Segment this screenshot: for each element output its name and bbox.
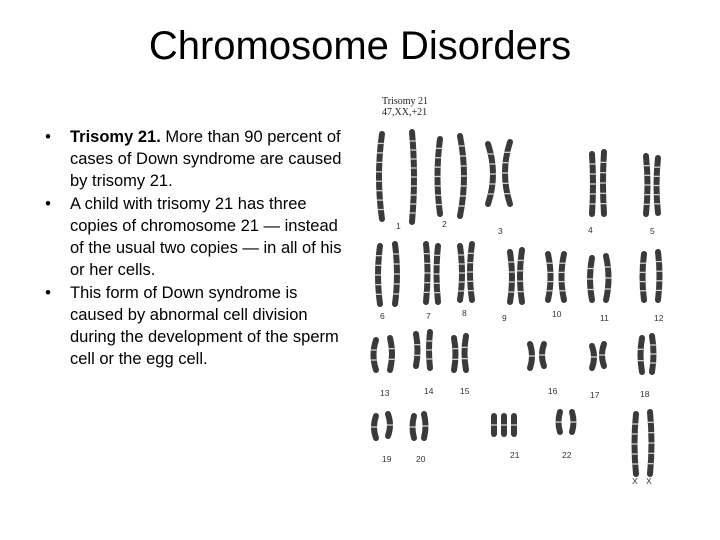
chromosome-number-label: 1 [396, 221, 401, 231]
chromosome-number-label: 18 [640, 389, 650, 399]
chromosome-shape [658, 252, 660, 300]
karyotype-caption-line2: 47,XX,+21 [382, 107, 428, 118]
chromosome-shape [520, 250, 522, 302]
chromosome-number-label: 12 [654, 313, 664, 323]
chromosome-shape [548, 254, 551, 300]
karyotype-caption-line1: Trisomy 21 [382, 96, 429, 107]
chromosome-number-label: 11 [600, 313, 609, 323]
chromosome-shape [454, 338, 456, 370]
chromosome-shape [641, 338, 643, 372]
chromosome-number-label: 2 [442, 219, 447, 229]
bullet-dot: • [45, 195, 51, 213]
chromosome-number-label: 20 [416, 454, 426, 464]
bullet-dot: • [45, 128, 51, 146]
chromosome-number-label: 14 [424, 386, 434, 396]
chromosome-shape [465, 336, 467, 370]
chromosome-number-label: 6 [380, 311, 385, 321]
chromosome-number-label: 13 [380, 388, 390, 398]
chromosome-shape [416, 334, 418, 366]
chromosome-number-label: 5 [650, 226, 655, 236]
chromosome-number-label: 10 [552, 309, 562, 319]
karyotype-image [360, 94, 680, 494]
chromosome-shape [379, 134, 382, 219]
chromosome-shape [510, 252, 512, 302]
bullet-item [38, 282, 348, 370]
bullet-lead: Trisomy 21. [70, 128, 161, 146]
bullet-text: A child with trisomy 21 has three copies of chromosome 21 — instead of the usual two copies — in all of his or her cells. [70, 195, 342, 279]
chromosome-shape [643, 254, 645, 300]
chromosome-shape [390, 338, 392, 370]
slide-title: Chromosome Disorders [148, 24, 572, 68]
chromosome-number-label: X [632, 476, 638, 486]
chromosome-number-label: 15 [460, 386, 470, 396]
chromosome-number-label: 8 [462, 308, 467, 318]
chromosome-number-label: 4 [588, 225, 593, 235]
karyotype-chromosomes [371, 132, 663, 474]
bullet-item [38, 126, 348, 192]
bullet-dot: • [45, 284, 51, 302]
bullet-text: More than 90 percent of cases of Down syndrome are caused by trisomy 21. [70, 128, 342, 190]
chromosome-number-label: 22 [562, 450, 572, 460]
bullet-list [38, 126, 348, 371]
chromosome-number-label: 3 [498, 226, 503, 236]
chromosome-number-label: 7 [426, 311, 431, 321]
bullet-item [38, 193, 348, 281]
chromosome-number-label: 16 [548, 386, 558, 396]
chromosome-shape [562, 254, 565, 300]
chromosome-shape [374, 340, 377, 370]
chromosome-number-label: 21 [510, 450, 520, 460]
chromosome-number-label: 17 [590, 390, 600, 400]
bullet-text: This form of Down syndrome is caused by abnormal cell division during the development of the sperm cell or the egg cell. [70, 284, 339, 368]
chromosome-number-label: X [646, 476, 652, 486]
chromosome-number-label: 9 [502, 313, 507, 323]
chromosome-number-label: 19 [382, 454, 392, 464]
